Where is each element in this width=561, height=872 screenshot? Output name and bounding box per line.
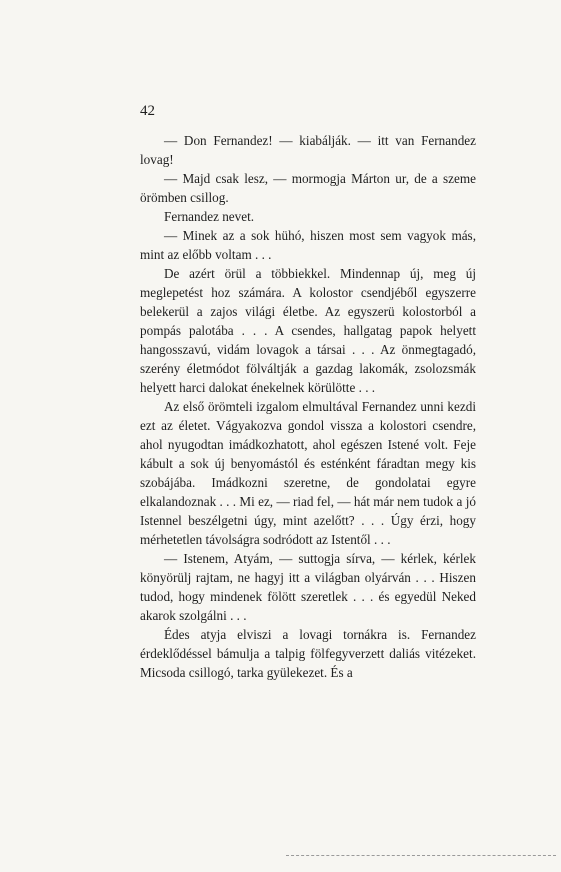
paragraph-6: Az első örömteli izgalom elmultával Fernandez unni kezdi ezt az életet. Vágyakozva gondol vissza a kolostori csendre, ahol nyugodtan imádkozhatott, ahol egészen Istené volt. Feje kábult a sok új benyomástól és esténként fáradtan megy kis szobájába. Imádkozni szeretne, de gondolatai egyre elkalandoznak . . . Mi ez, — riad fel, — hát már nem tudok a jó Istennel beszélgetni úgy, mint azelőtt? . . . Úgy érzi, hogy mérhetetlen távolságra sodródott az Istentől . . . <box>140 399 476 547</box>
paragraph-5: De azért örül a többiekkel. Mindennap új, meg új meglepetést hoz számára. A kolostor csendjéből egyszerre belekerül a zajos világi életbe. Az egyszerü kolostorból a pompás palotába . . . A csendes, hallgatag papok helyett hangosszavú, vidám lovagok a társai . . . Az önmegtagadó, szerény életmódot fölváltják a gazdag lakomák, zsolozsmák helyett harci dalokat énekelnek körülötte . . . <box>140 266 476 395</box>
paragraph-3: Fernandez nevet. <box>164 209 255 224</box>
text-body <box>140 131 476 682</box>
footer-rule <box>286 855 556 856</box>
paragraph-4: — Minek az a sok hühó, hiszen most sem vagyok más, mint az előbb voltam . . . <box>140 228 476 262</box>
paragraph-2: — Majd csak lesz, — mormogja Márton ur, de a szeme örömben csillog. <box>140 171 476 205</box>
paragraph-8: Édes atyja elviszi a lovagi tornákra is. Fernandez érdeklődéssel bámulja a talpig fölfegyverzett daliás vitézeket. Micsoda csillogó, tarka gyülekezet. És a <box>140 627 476 680</box>
page-number: 42 <box>140 103 155 119</box>
paragraph-7: — Istenem, Atyám, — suttogja sírva, — kérlek, kérlek könyörülj rajtam, ne hagyj itt a világban olyárván . . . Hiszen tudod, hogy mindenek fölött szeretlek . . . és egyedül Neked akarok szolgálni . . . <box>140 551 476 623</box>
paragraph-1: — Don Fernandez! — kiabálják. — itt van Fernandez lovag! <box>140 133 476 167</box>
